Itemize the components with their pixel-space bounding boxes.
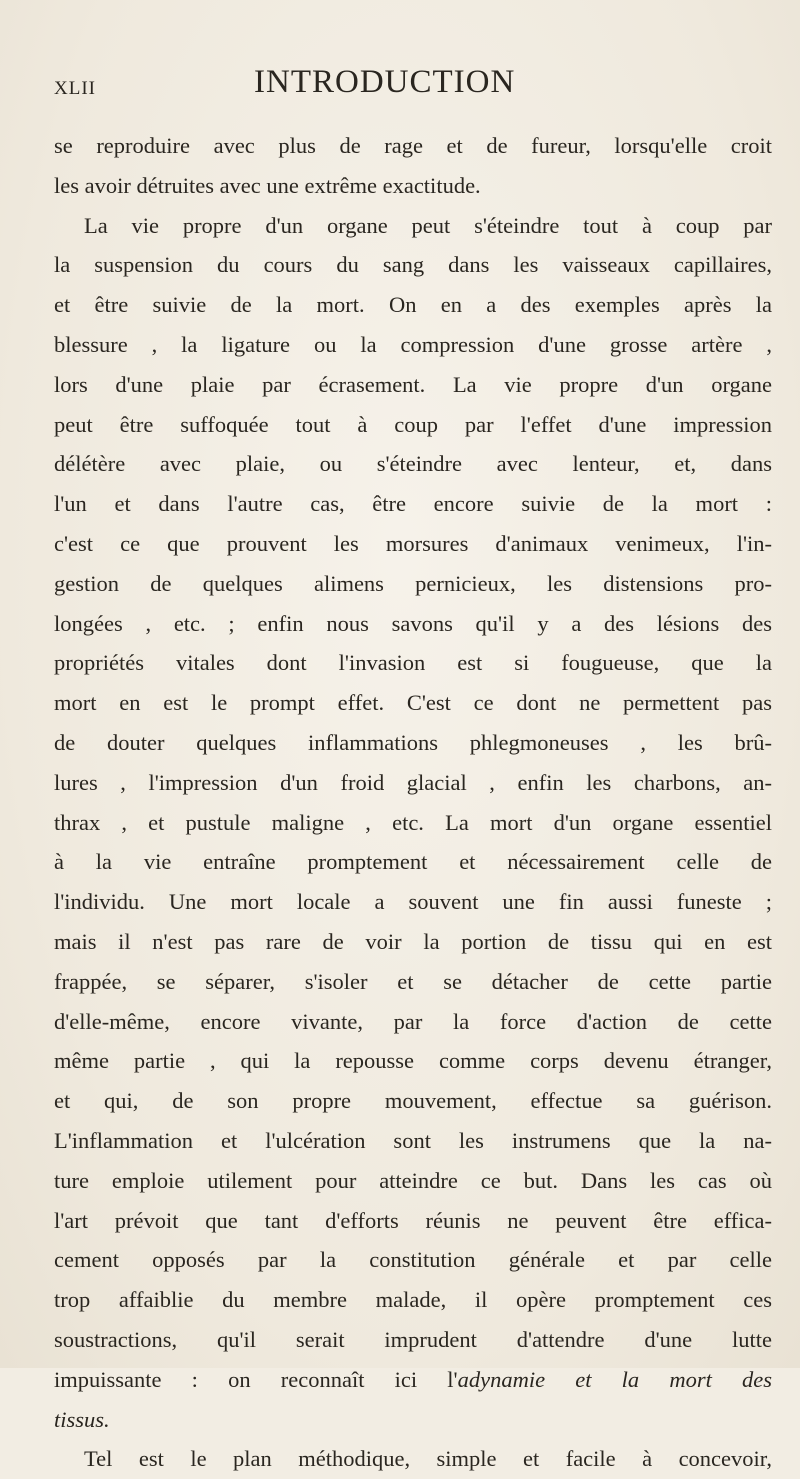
text-line: La vie propre d'un organe peut s'éteindre tout à coup par <box>84 212 772 238</box>
text-line: peut être suffoquée tout à coup par l'effet d'une impression <box>54 411 772 437</box>
text-line: gestion de quelques alimens pernicieux, les distensions pro- <box>54 570 772 596</box>
text-line: lures , l'impression d'un froid glacial , enfin les charbons, an- <box>54 769 772 795</box>
page-number: XLII <box>54 78 96 99</box>
text-line: soustractions, qu'il serait imprudent d'attendre d'une lutte <box>54 1326 772 1352</box>
text-line: d'elle-même, encore vivante, par la force d'action de cette <box>54 1008 772 1034</box>
text-line: trop affaiblie du membre malade, il opère promptement ces <box>54 1287 772 1313</box>
text-line: l'art prévoit que tant d'efforts réunis ne peuvent être effica- <box>54 1207 772 1233</box>
text-line: se reproduire avec plus de rage et de fureur, lorsqu'elle croit <box>54 133 772 158</box>
text-line: la suspension du cours du sang dans les vaisseaux capillaires, <box>54 252 772 278</box>
text-line: et qui, de son propre mouvement, effectue sa guérison. <box>54 1088 772 1114</box>
text-line: l'individu. Une mort locale a souvent une fin aussi funeste ; <box>54 889 772 915</box>
italic-word: tissus. <box>54 1406 110 1432</box>
text-line-roman-part: impuissante : on reconnaît ici l' <box>54 1366 458 1392</box>
running-head <box>54 64 774 114</box>
text-line: c'est ce que prouvent les morsures d'animaux venimeux, l'in- <box>54 530 772 556</box>
text-line: propriétés vitales dont l'invasion est si fougueuse, que la <box>54 650 772 676</box>
text-line: thrax , et pustule maligne , etc. La mort d'un organe essentiel <box>54 809 772 835</box>
text-line: L'inflammation et l'ulcération sont les instrumens que la na- <box>54 1127 772 1153</box>
text-line: de douter quelques inflammations phlegmoneuses , les brû- <box>54 729 772 755</box>
text-line: les avoir détruites avec une extrême exactitude. <box>54 172 481 198</box>
running-title: INTRODUCTION <box>254 64 516 100</box>
text-line: frappée, se séparer, s'isoler et se détacher de cette partie <box>54 968 772 994</box>
text-line <box>54 1400 772 1440</box>
text-line: longées , etc. ; enfin nous savons qu'il y a des lésions des <box>54 610 772 636</box>
text-line: blessure , la ligature ou la compression d'une grosse artère , <box>54 331 772 357</box>
body-text <box>54 126 772 1479</box>
text-line: ture emploie utilement pour atteindre ce but. Dans les cas où <box>54 1167 772 1193</box>
text-line: lors d'une plaie par écrasement. La vie propre d'un organe <box>54 371 772 397</box>
text-line: l'un et dans l'autre cas, être encore suivie de la mort : <box>54 491 772 517</box>
text-line: cement opposés par la constitution générale et par celle <box>54 1247 772 1273</box>
text-line: délétère avec plaie, ou s'éteindre avec lenteur, et, dans <box>54 451 772 477</box>
text-line: mort en est le prompt effet. C'est ce dont ne permettent pas <box>54 690 772 716</box>
italic-phrase: adynamie et la mort des <box>457 1366 772 1392</box>
text-line: et être suivie de la mort. On en a des exemples après la <box>54 292 772 318</box>
text-line: même partie , qui la repousse comme corps devenu étranger, <box>54 1048 772 1074</box>
text-line-with-italic <box>54 1360 772 1400</box>
text-line: Tel est le plan méthodique, simple et facile à concevoir, <box>84 1446 772 1472</box>
text-line: à la vie entraîne promptement et nécessairement celle de <box>54 849 772 875</box>
text-line: mais il n'est pas rare de voir la portion de tissu qui en est <box>54 928 772 954</box>
